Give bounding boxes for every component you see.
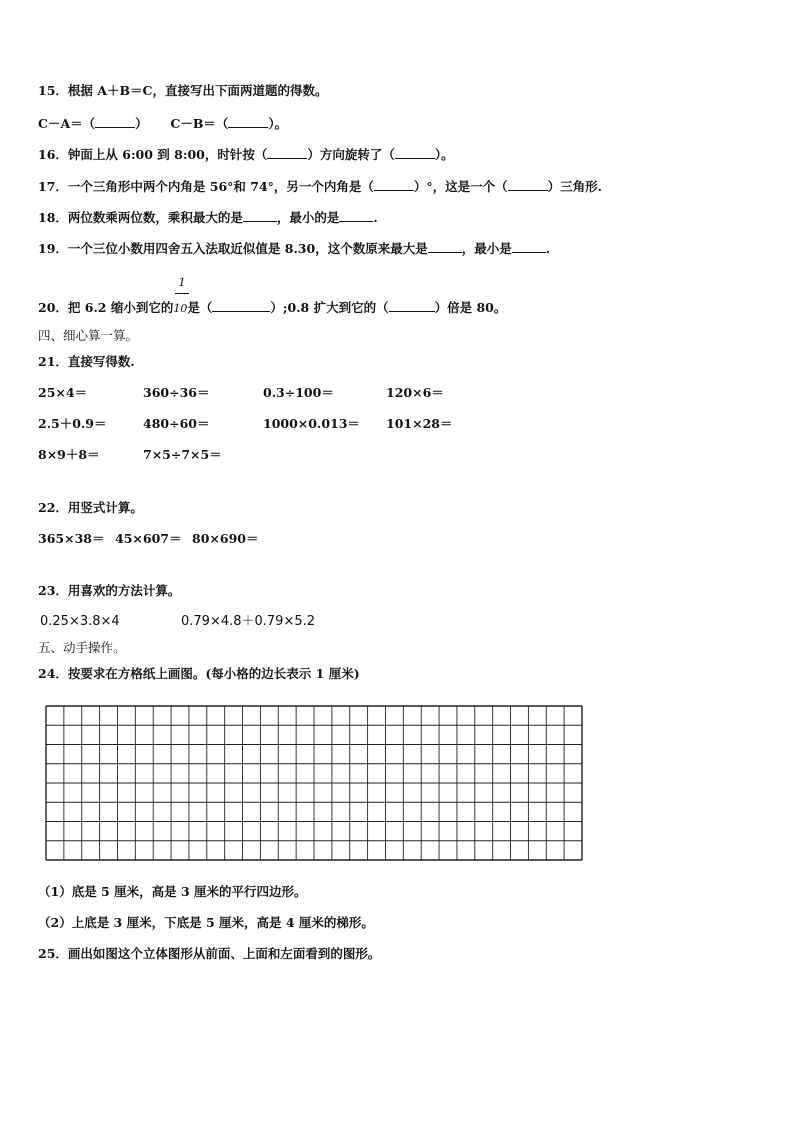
- fraction-numerator: 1: [178, 276, 186, 289]
- calc-item: 1000×0.013＝: [263, 416, 360, 431]
- answer-blank[interactable]: [428, 240, 462, 253]
- question-24-part-2: （2）上底是 3 厘米，下底是 5 厘米，高是 4 厘米的梯形。: [38, 915, 374, 930]
- question-25: 25．画出如图这个立体图形从前面、上面和左面看到的图形。: [38, 946, 381, 961]
- question-16-part-c: ）。: [434, 147, 454, 162]
- calc-item: 25×4＝: [38, 385, 88, 400]
- calc-item: 365×38＝: [38, 531, 105, 546]
- question-15-sub-a: C－A＝（: [38, 116, 96, 131]
- question-19-part-a: 19．一个三位小数用四舍五入法取近似值是 8.30，这个数原来最大是: [38, 241, 428, 256]
- question-15-text: 15．根据 A＋B＝C，直接写出下面两道题的得数。: [38, 83, 328, 98]
- question-21-title: 21．直接写得数.: [38, 354, 135, 369]
- question-15-answers: [38, 115, 287, 132]
- calc-item: 45×607＝: [115, 531, 182, 546]
- question-15: [38, 83, 327, 99]
- question-20-part-c: ）;0.8 扩大到它的（: [270, 300, 389, 315]
- question-16-part-b: ）方向旋转了（: [307, 147, 395, 162]
- question-20-part-a: 20．把 6.2 缩小到它的: [38, 300, 174, 315]
- fraction-bar: [175, 293, 189, 294]
- answer-blank[interactable]: [267, 146, 307, 159]
- question-15-close-a: ）: [135, 116, 148, 131]
- question-20-part-b: 是（: [187, 300, 213, 315]
- calc-item: 480÷60＝: [143, 416, 210, 431]
- question-24-part-1: （1）底是 5 厘米，高是 3 厘米的平行四边形。: [38, 884, 307, 899]
- question-19: [38, 240, 550, 257]
- question-15-close-b: ）。: [268, 116, 288, 131]
- answer-blank[interactable]: [243, 209, 277, 222]
- question-17-part-a: 17．一个三角形中两个内角是 56°和 74°，另一个内角是（: [38, 179, 374, 194]
- calc-item: 7×5÷7×5＝: [143, 447, 222, 462]
- calc-item: 101×28＝: [386, 416, 453, 431]
- question-23-title: 23．用喜欢的方法计算。: [38, 583, 181, 598]
- answer-blank[interactable]: [395, 146, 435, 159]
- question-18-part-c: .: [373, 210, 378, 225]
- answer-blank[interactable]: [228, 115, 268, 128]
- question-19-part-c: .: [545, 241, 551, 256]
- section-heading-4: 四、细心算一算。: [38, 328, 139, 343]
- calc-item: 8×9＋8＝: [38, 447, 100, 462]
- question-20-part-d: ）倍是 80。: [434, 300, 507, 315]
- calc-item: 2.5＋0.9＝: [38, 416, 107, 431]
- calc-item: 0.79×4.8＋0.79×5.2: [181, 614, 316, 629]
- question-17: [38, 178, 602, 195]
- calc-item: 360÷36＝: [143, 385, 210, 400]
- question-18-part-b: ，最小的是: [276, 210, 340, 225]
- question-17-part-c: ）三角形.: [547, 179, 603, 194]
- section-heading-5: 五、动手操作。: [38, 640, 126, 655]
- question-24-title: 24．按要求在方格纸上画图。(每小格的边长表示 1 厘米): [38, 666, 360, 681]
- question-15-sub-b: C－B＝（: [170, 116, 229, 131]
- grid-paper[interactable]: [45, 705, 583, 861]
- calc-item: 80×690＝: [192, 531, 259, 546]
- fraction-denominator: 10: [173, 302, 188, 315]
- answer-blank[interactable]: [339, 209, 373, 222]
- answer-blank[interactable]: [512, 240, 546, 253]
- answer-blank[interactable]: [389, 299, 435, 312]
- question-18-part-a: 18．两位数乘两位数，乘积最大的是: [38, 210, 243, 225]
- question-19-part-b: ，最小是: [461, 241, 512, 256]
- answer-blank[interactable]: [508, 178, 548, 191]
- answer-blank[interactable]: [374, 178, 414, 191]
- question-18: [38, 209, 378, 226]
- calc-item: 0.3÷100＝: [263, 385, 334, 400]
- question-20: [38, 299, 506, 317]
- question-16-part-a: 16．钟面上从 6:00 到 8:00，时针按（: [38, 147, 268, 162]
- calc-item: 120×6＝: [386, 385, 444, 400]
- answer-blank[interactable]: [95, 115, 135, 128]
- answer-blank[interactable]: [212, 299, 270, 312]
- question-16: [38, 146, 454, 163]
- calc-item: 0.25×3.8×4: [40, 614, 120, 629]
- question-22-title: 22．用竖式计算。: [38, 500, 143, 515]
- question-17-part-b: ）°，这是一个（: [413, 179, 508, 194]
